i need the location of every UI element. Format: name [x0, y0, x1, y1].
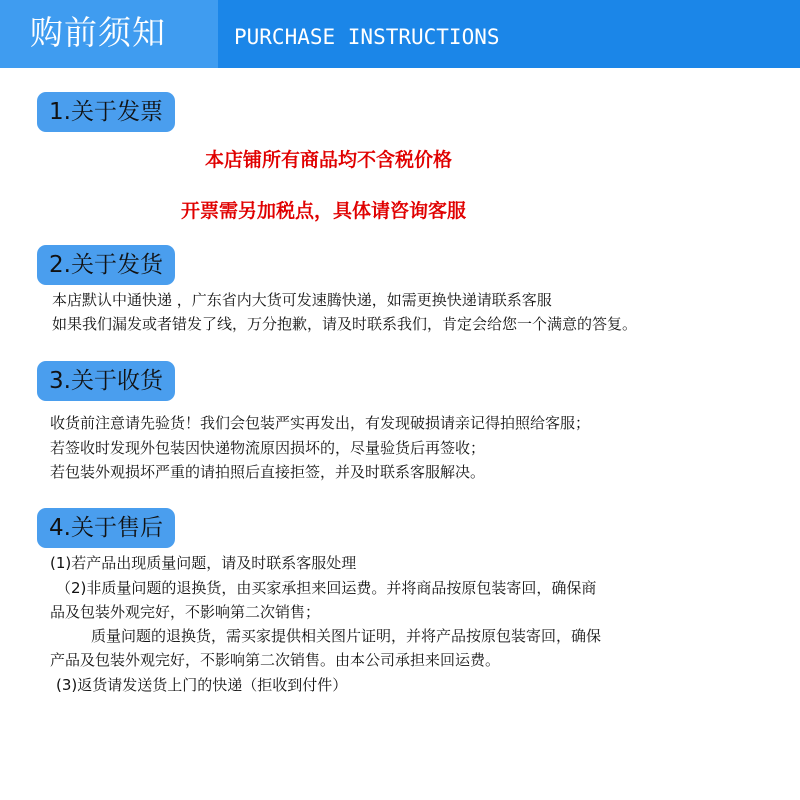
receiving-line-3: 若包装外观损坏严重的请拍照后直接拒签，并及时联系客服解决。	[50, 463, 486, 481]
section-receiving-tag: 3.关于收货	[37, 361, 175, 401]
aftersales-line-4: 质量问题的退换货，需买家提供相关图片证明，并将产品按原包装寄回，确保	[91, 627, 602, 645]
invoice-line-1: 本店铺所有商品均不含税价格	[205, 149, 453, 171]
shipping-line-1: 本店默认中通快递 ，广东省内大货可发速腾快递，如需更换快递请联系客服	[52, 291, 552, 309]
section-aftersales-tag: 4.关于售后	[37, 508, 175, 548]
header-title-cn: 购前须知	[30, 13, 166, 52]
header-title-en: PURCHASE INSTRUCTIONS	[234, 25, 500, 49]
aftersales-line-3: 品及包装外观完好，不影响第二次销售；	[50, 603, 321, 621]
section-shipping-tag: 2.关于发货	[37, 245, 175, 285]
section-invoice-tag: 1.关于发票	[37, 92, 175, 132]
aftersales-line-5: 产品及包装外观完好，不影响第二次销售。由本公司承担来回运费。	[50, 651, 501, 669]
aftersales-line-1: (1)若产品出现质量问题，请及时联系客服处理	[50, 554, 357, 572]
header-banner	[0, 0, 800, 68]
shipping-line-2: 如果我们漏发或者错发了线，万分抱歉，请及时联系我们，肯定会给您一个满意的答复。	[52, 315, 638, 333]
invoice-line-2: 开票需另加税点，具体请咨询客服	[181, 200, 467, 222]
receiving-line-1: 收货前注意请先验货！我们会包装严实再发出，有发现破损请亲记得拍照给客服；	[50, 414, 591, 432]
aftersales-line-6: (3)返货请发送货上门的快递（拒收到付件）	[56, 676, 348, 694]
aftersales-line-2: （2)非质量问题的退换货，由买家承担来回运费。并将商品按原包装寄回，确保商	[56, 579, 597, 597]
receiving-line-2: 若签收时发现外包装因快递物流原因损坏的，尽量验货后再签收；	[50, 439, 486, 457]
